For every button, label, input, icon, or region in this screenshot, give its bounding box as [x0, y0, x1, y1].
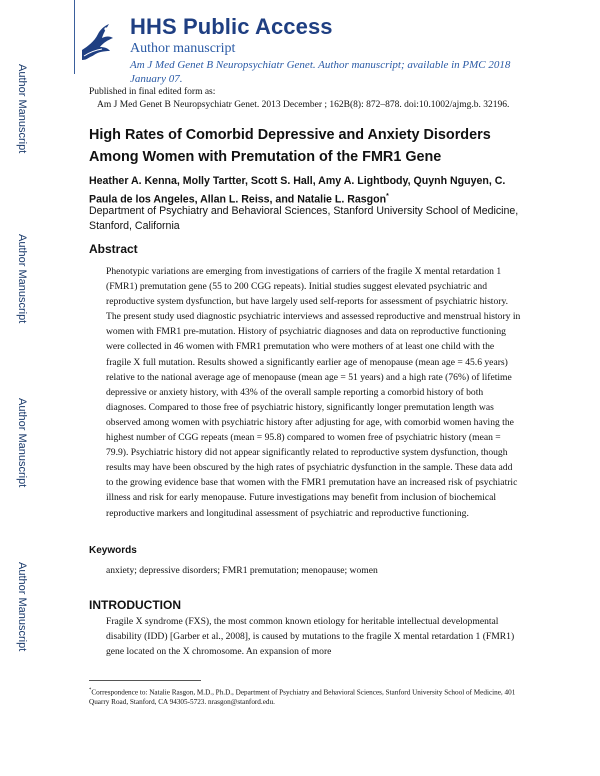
abstract-text: Phenotypic variations are emerging from investigations of carriers of the fragile X mental retardation 1 (FMR1) premutation gene (55 to 200 CGG repeats). Initial studies suggest elevated psychiatric and reproductive system dysfunction, but have largely used self-reports for assessment of psychiatric history. The present study used diagnostic psychiatric interviews and assessed reproductive and menstrual history in women with FMR1 pre-mutation. History of psychiatric diagnoses and data on reproductive functioning were collected in 46 women with FMR1 premutation who were mothers of at least one child with the fragile X full mutation. Results showed a significantly earlier age of menopause (mean age = 45.6 years) relative to the national average age of menopause (mean age = 51 years) and a high rate (76%) of lifetime depressive or anxiety history, with 43% of the overall sample reporting a comorbid history of both diagnoses. Compared to those free of psychiatric history, significantly longer premutation length was observed among women with psychiatric history after adjusting for age, with comorbid women having the highest number of CGG repeats (mean = 95.8) compared to women free of psychiatric history (mean = 79.9). Psychiatric history did not appear significantly related to reproductive system dysfunction, though results may have been obscured by the high rates of psychiatric dysfunction in the sample. These data add to the growing evidence base that women with the FMR1 premutation have an increased risk of psychiatric illness and risk for early menopause. Future investigations may benefit from inclusion of biochemical reproductive markers and longitudinal assessment of psychiatric and reproductive functioning. — [106, 266, 521, 519]
footnote-text: Correspondence to: Natalie Rasgon, M.D., Ph.D., Department of Psychiatry and Behavioral Sciences, Stanford University School of Medicine, 401 Quarry Road, Stanford, CA 94305-5723. nrasgon@stanford.edu. — [89, 688, 516, 707]
keywords-heading: Keywords — [89, 545, 137, 556]
journal-availability-line: Am J Med Genet B Neuropsychiatr Genet. Author manuscript; available in PMC 2018 January 07. — [130, 59, 511, 85]
correspondence-footnote — [89, 686, 519, 707]
publication-label: Published in final edited form as: — [89, 87, 216, 97]
sidebar-author-manuscript-1: Author Manuscript — [16, 64, 28, 154]
hhs-public-access-title: HHS Public Access — [130, 14, 333, 39]
hhs-eagle-logo-icon — [76, 16, 116, 66]
introduction-text: Fragile X syndrome (FXS), the most common known etiology for heritable intellectual developmental disability (IDD) [Garber et al., 2008], is caused by mutations to the fragile X mental retardation 1 (FMR1) gene located on the X chromosome. An expansion of more — [106, 616, 515, 658]
publication-block — [89, 86, 549, 111]
keywords-text: anxiety; depressive disorders; FMR1 premutation; menopause; women — [106, 565, 378, 576]
author-manuscript-subtitle: Author manuscript — [130, 41, 236, 56]
corresponding-author-mark[interactable]: * — [386, 193, 389, 200]
header-divider — [74, 0, 75, 74]
publication-citation[interactable]: Am J Med Genet B Neuropsychiatr Genet. 2013 December ; 162B(8): 872–878. doi:10.1002/ajmg.b. 32196. — [97, 99, 510, 110]
introduction-heading: INTRODUCTION — [89, 598, 181, 612]
sidebar-author-manuscript-3: Author Manuscript — [16, 398, 28, 488]
author-list: Heather A. Kenna, Molly Tartter, Scott S. Hall, Amy A. Lightbody, Quynh Nguyen, C. Paula de los Angeles, Allan L. Reiss, and Natalie L. Rasgon — [89, 175, 506, 206]
abstract-heading: Abstract — [89, 242, 138, 256]
sidebar-author-manuscript-2: Author Manuscript — [16, 234, 28, 324]
article-title: High Rates of Comorbid Depressive and Anxiety Disorders Among Women with Premutation of the FMR1 Gene — [89, 127, 491, 165]
sidebar-author-manuscript-4: Author Manuscript — [16, 562, 28, 652]
footnote-divider — [89, 680, 201, 681]
article-authors — [89, 174, 529, 208]
footnote-mark: * — [89, 688, 92, 693]
author-affiliation: Department of Psychiatry and Behavioral Sciences, Stanford University School of Medicine, Stanford, California — [89, 205, 519, 232]
